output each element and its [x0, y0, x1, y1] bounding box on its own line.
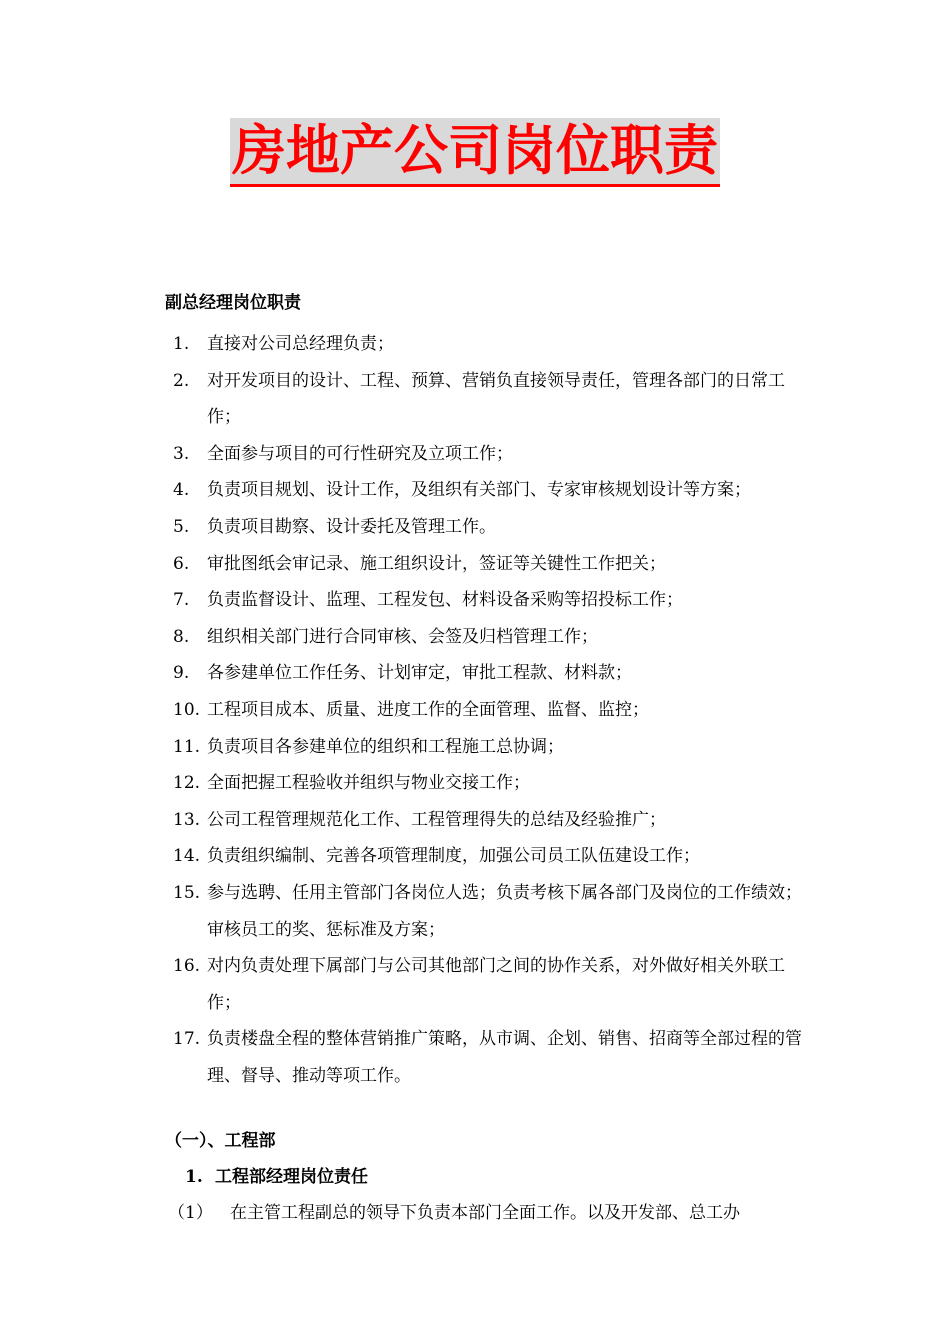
list-item-text: 负责组织编制、完善各项管理制度，加强公司员工队伍建设工作； — [207, 846, 700, 867]
list-item-text: 负责监督设计、监理、工程发包、材料设备采购等招投标工作； — [207, 590, 683, 611]
list-item-text: 工程项目成本、质量、进度工作的全面管理、监督、监控； — [207, 699, 649, 720]
list-item-text: 组织相关部门进行合同审核、会签及归档管理工作； — [207, 626, 598, 647]
list-item — [165, 509, 815, 546]
list-item — [165, 326, 815, 363]
list-item — [165, 692, 815, 729]
list-item-number: 11. — [173, 736, 201, 757]
list-item-number: 3. — [173, 443, 190, 464]
list-item — [165, 765, 815, 802]
paragraph-text: 在主管工程副总的领导下负责本部门全面工作。以及开发部、总工办 — [230, 1203, 740, 1223]
list-item-text: 负责楼盘全程的整体营销推广策略，从市调、企划、销售、招商等全部过程的管理、督导、推动等项工作。 — [207, 1029, 802, 1086]
list-item-number: 5. — [173, 516, 190, 537]
list-item-number: 4. — [173, 480, 190, 501]
list-item — [165, 655, 815, 692]
list-item-number: 9. — [173, 663, 190, 684]
list-item-text: 负责项目规划、设计工作，及组织有关部门、专家审核规划设计等方案； — [207, 480, 751, 501]
list-item — [165, 875, 815, 948]
list-item — [165, 582, 815, 619]
list-item-number: 17. — [173, 1029, 201, 1050]
list-item — [165, 619, 815, 656]
list-item — [165, 1021, 815, 1094]
list-item-text: 直接对公司总经理负责； — [207, 334, 394, 354]
document-title: 房地产公司岗位职责 — [230, 118, 720, 187]
section-heading-deputy-gm: 副总经理岗位职责 — [165, 293, 301, 313]
list-item — [165, 472, 815, 509]
list-item — [165, 546, 815, 583]
list-item-number: 6. — [173, 553, 190, 574]
list-item-number: 7. — [173, 590, 190, 611]
list-item — [165, 948, 815, 1021]
section-heading-engineering: （一）、工程部 — [165, 1131, 276, 1151]
list-item-text: 参与选聘、任用主管部门各岗位人选；负责考核下属各部门及岗位的工作绩效；审核员工的奖、惩标准及方案； — [207, 882, 802, 940]
list-item-text: 各参建单位工作任务、计划审定，审批工程款、材料款； — [207, 663, 632, 684]
list-item — [165, 729, 815, 766]
sub-heading-number: 1. — [185, 1167, 203, 1187]
list-item-number: 1. — [173, 334, 190, 354]
list-item — [165, 436, 815, 473]
list-item-number: 10. — [173, 699, 201, 720]
list-item — [165, 802, 815, 839]
list-item-number: 16. — [173, 956, 201, 977]
list-item-number: 13. — [173, 809, 201, 830]
list-item — [165, 363, 815, 436]
list-item-text: 负责项目各参建单位的组织和工程施工总协调； — [207, 736, 564, 757]
list-item-text: 全面参与项目的可行性研究及立项工作； — [207, 443, 513, 464]
paragraph-number: （1） — [168, 1203, 213, 1223]
list-item-text: 审批图纸会审记录、施工组织设计，签证等关键性工作把关； — [207, 553, 666, 574]
list-item-text: 对开发项目的设计、工程、预算、营销负直接领导责任，管理各部门的日常工作； — [207, 370, 785, 428]
list-item-number: 2. — [173, 370, 190, 391]
title-container — [0, 118, 950, 187]
list-item — [165, 838, 815, 875]
list-item-number: 15. — [173, 882, 201, 903]
list-item-number: 8. — [173, 626, 190, 647]
list-item-text: 公司工程管理规范化工作、工程管理得失的总结及经验推广； — [207, 809, 666, 830]
list-item-text: 对内负责处理下属部门与公司其他部门之间的协作关系，对外做好相关外联工作； — [207, 956, 785, 1013]
list-item-number: 12. — [173, 773, 201, 794]
sub-heading-engineering-manager — [185, 1166, 368, 1188]
list-item-text: 负责项目勘察、设计委托及管理工作。 — [207, 516, 496, 537]
sub-heading-text: 工程部经理岗位责任 — [215, 1167, 368, 1187]
paragraph — [168, 1201, 818, 1225]
list-item-number: 14. — [173, 846, 201, 867]
duty-list — [165, 326, 815, 1094]
list-item-text: 全面把握工程验收并组织与物业交接工作； — [207, 773, 530, 794]
